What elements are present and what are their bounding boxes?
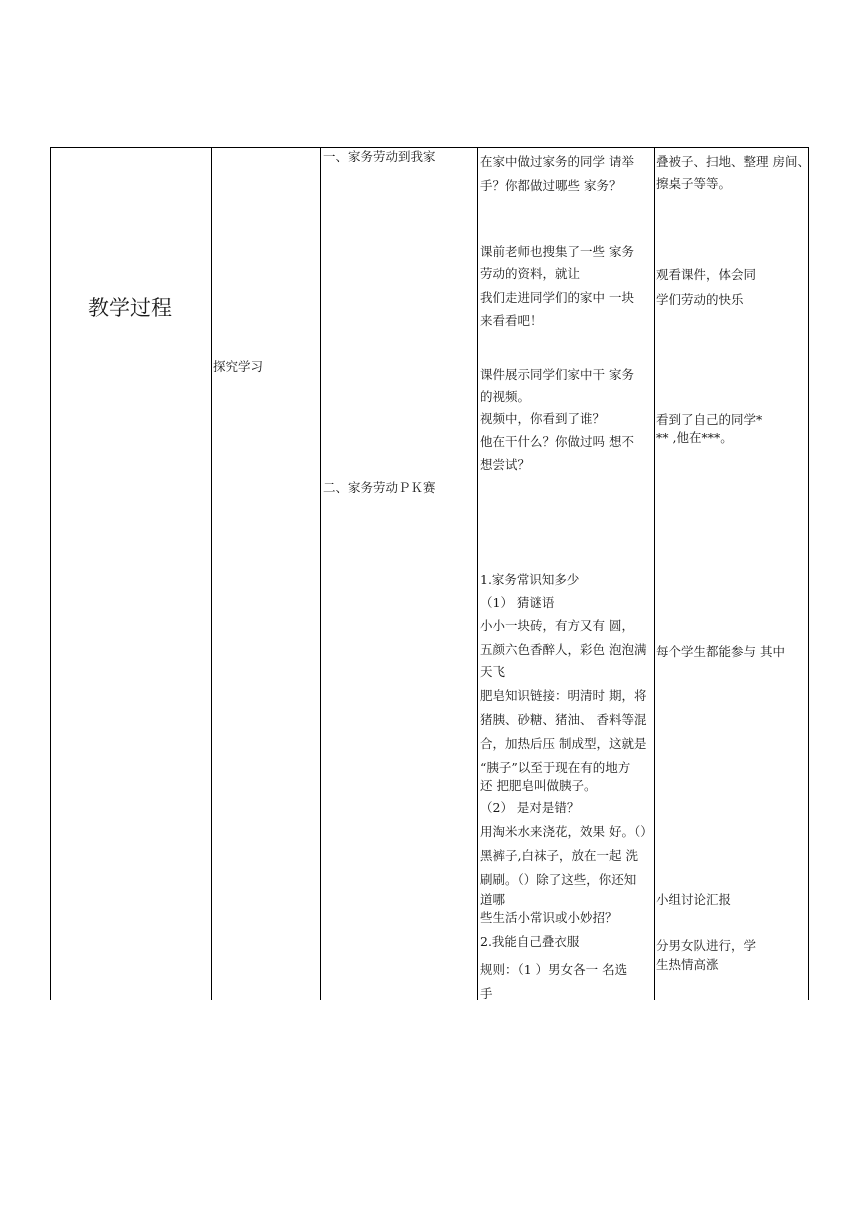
teacher-line: 天飞 [480,664,506,679]
student-line: 擦桌子等等。 [656,176,732,191]
teacher-line: 小小一块砖，有方又有 圆， [480,618,634,633]
student-line: 叠被子、扫地、整理 房间、 [656,154,810,169]
teacher-line: （2） 是对是错？ [480,800,580,815]
teacher-line: 黑裤子,白袜子，放在一起 洗 [480,848,638,863]
teacher-line: 合，加热后压 制成型，这就是 [480,736,647,751]
table-border-right [808,147,809,1000]
teacher-line: 些生活小常识或小妙招？ [480,910,618,925]
teacher-line: （1） 猜谜语 [480,595,555,610]
part-two-title: 二、家务劳动ＰＫ赛 [323,480,436,495]
student-line: 小组讨论汇报 [656,892,732,907]
teacher-line: 五颜六色香醉人，彩色 泡泡满 [480,642,647,657]
table-divider-4 [654,147,655,1000]
student-line: 学们劳动的快乐 [656,292,744,307]
teacher-line: 用淘米水来浇花，效果 好。（） [480,824,653,839]
student-line: 分男女队进行，学 [656,938,757,953]
part-one-title: 一、家务劳动到我家 [323,149,436,164]
student-line: 生热情高涨 [656,957,719,972]
teacher-line: 还 把肥皂叫做胰子。 [480,778,597,793]
teacher-line: 视频中，你看到了谁？ [480,411,606,426]
student-line: 看到了自己的同学* [656,412,763,427]
teacher-line: 想尝试？ [480,457,531,472]
section-label: 教学过程 [88,296,172,320]
teacher-line: 手 [480,986,493,1001]
teacher-line: 我们走进同学们的家中 一块 [480,290,634,305]
teacher-line: 课件展示同学们家中干 家务 [480,367,634,382]
teacher-line: 规则：（1 ）男女各一 名选 [480,962,628,977]
teacher-line: 他在干什么？你做过吗 想不 [480,434,634,449]
teacher-line: 课前老师也搜集了一些 家务 [480,244,634,259]
teacher-line: 2.我能自己叠衣服 [480,934,580,949]
teacher-line: 来看看吧！ [480,313,543,328]
teacher-line: 猪胰、砂糖、猪油、 香料等混 [480,712,647,727]
teacher-line: 劳动的资料，就让 [480,266,581,281]
teacher-line: 1.家务常识知多少 [480,572,580,587]
table-divider-1 [211,147,212,1000]
student-line: 每个学生都能参与 其中 [656,644,785,659]
teacher-line: “胰子”以至于现在有的地方 [480,760,631,775]
table-divider-3 [477,147,478,1000]
teacher-line: 肥皂知识链接：明清时 期，将 [480,688,647,703]
table-divider-2 [320,147,321,1000]
student-line: 观看课件，体会同 [656,267,757,282]
teacher-line: 道哪 [480,892,506,907]
teacher-line: 的视频。 [480,389,531,404]
teacher-line: 刷刷。（）除了这些，你还知 [480,872,637,887]
teacher-line: 手？你都做过哪些 家务？ [480,178,622,193]
table-border-left [50,147,51,1000]
student-line: ** ,他在***。 [656,430,733,445]
activity-label: 探究学习 [213,359,264,374]
teacher-line: 在家中做过家务的同学 请举 [480,154,634,169]
